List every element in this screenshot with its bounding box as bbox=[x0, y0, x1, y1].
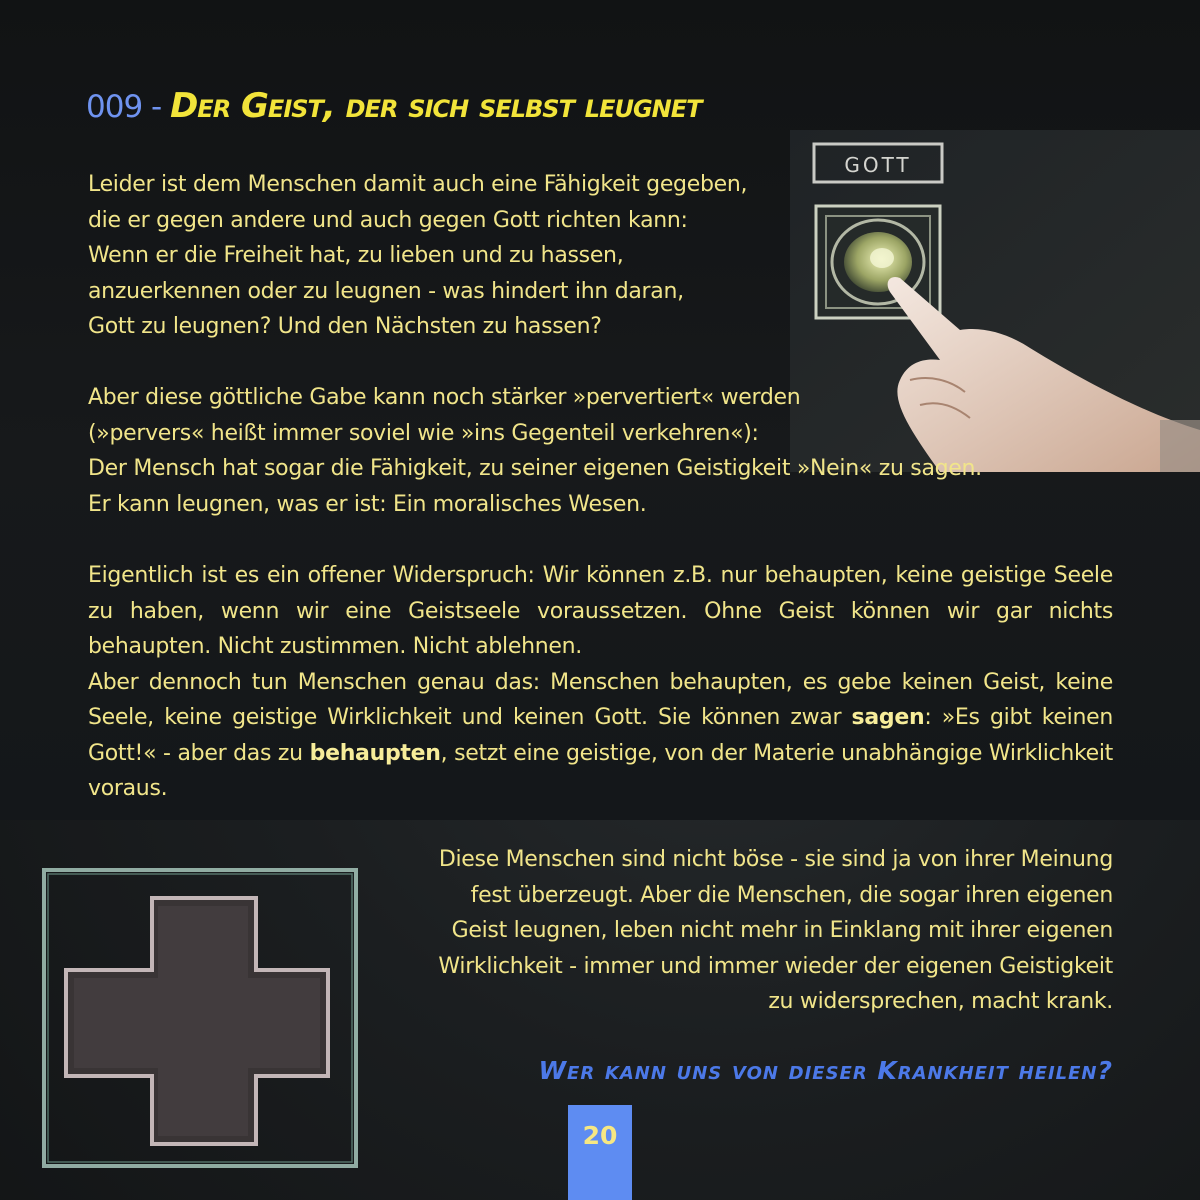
red-cross-chalk-drawing bbox=[38, 862, 363, 1172]
paragraph-1 bbox=[88, 167, 747, 345]
text-run: : »Es gibt keinen Gott!« - aber das zu bbox=[88, 705, 1113, 766]
text-line: Der Mensch hat sogar die Fähigkeit, zu seiner eigenen Geistigkeit »Nein« zu sagen. bbox=[88, 456, 982, 481]
paragraph-2 bbox=[88, 380, 982, 522]
text-line: Gott zu leugnen? Und den Nächsten zu hassen? bbox=[88, 314, 602, 339]
closing-question: Wer kann uns von dieser Krankheit heilen? bbox=[538, 1056, 1113, 1085]
text-line: Wenn er die Freiheit hat, zu lieben und zu hassen, bbox=[88, 243, 624, 268]
title-text: Der Geist, der sich selbst leugnet bbox=[170, 86, 702, 126]
text-run: Aber dennoch tun Menschen genau das: Menschen behaupten, es gebe keinen Geist, keine Seele, keine geistige Wirklichkeit und keinen Gott. Sie können zwar bbox=[88, 669, 1113, 730]
text-line: Diese Menschen sind nicht böse - sie sind ja von ihrer Meinung bbox=[438, 847, 1113, 872]
text-line: fest überzeugt. Aber die Menschen, die sogar ihren eigenen bbox=[470, 882, 1113, 908]
paragraph-3-part-1: Eigentlich ist es ein offener Widerspruch: Wir können z.B. nur behaupten, keine geistige Seele zu haben, wenn wir eine Geistseele voraussetzen. Ohne Geist können wir gar nichts behaupten. Nicht zustimmen. Nicht ablehnen. bbox=[88, 563, 1113, 659]
paragraph-4 bbox=[350, 842, 1113, 1020]
text-line: Leider ist dem Menschen damit auch eine Fähigkeit gegeben, bbox=[88, 172, 748, 197]
text-line: Er kann leugnen, was er ist: Ein moralisches Wesen. bbox=[88, 491, 647, 517]
text-run: , setzt eine geistige, von der Materie unabhängige Wirklichkeit voraus. bbox=[88, 740, 1113, 801]
text-line: Wirklichkeit - immer und immer wieder der eigenen Geistigkeit bbox=[438, 953, 1113, 979]
text-line: die er gegen andere und auch gegen Gott richten kann: bbox=[88, 207, 688, 233]
text-line: (»pervers« heißt immer soviel wie »ins Gegenteil verkehren«): bbox=[88, 420, 759, 446]
text-line: zu widersprechen, macht krank. bbox=[768, 989, 1113, 1014]
page-title bbox=[86, 86, 846, 126]
emphasis-behaupten: behaupten bbox=[309, 740, 441, 766]
paragraph-3-part-2 bbox=[88, 665, 1113, 807]
emphasis-sagen: sagen bbox=[851, 705, 925, 730]
text-line: Geist leugnen, leben nicht mehr in Einklang mit ihrer eigenen bbox=[451, 918, 1113, 943]
page-number: 20 bbox=[568, 1105, 632, 1200]
text-line: anzuerkennen oder zu leugnen - was hindert ihn daran, bbox=[88, 278, 684, 304]
gott-label: GOTT bbox=[844, 153, 912, 177]
text-line: Aber diese göttliche Gabe kann noch stärker »pervertiert« werden bbox=[88, 385, 801, 410]
title-number: 009 bbox=[86, 89, 143, 125]
title-dash: - bbox=[142, 89, 171, 125]
paragraph-3 bbox=[88, 558, 1113, 807]
